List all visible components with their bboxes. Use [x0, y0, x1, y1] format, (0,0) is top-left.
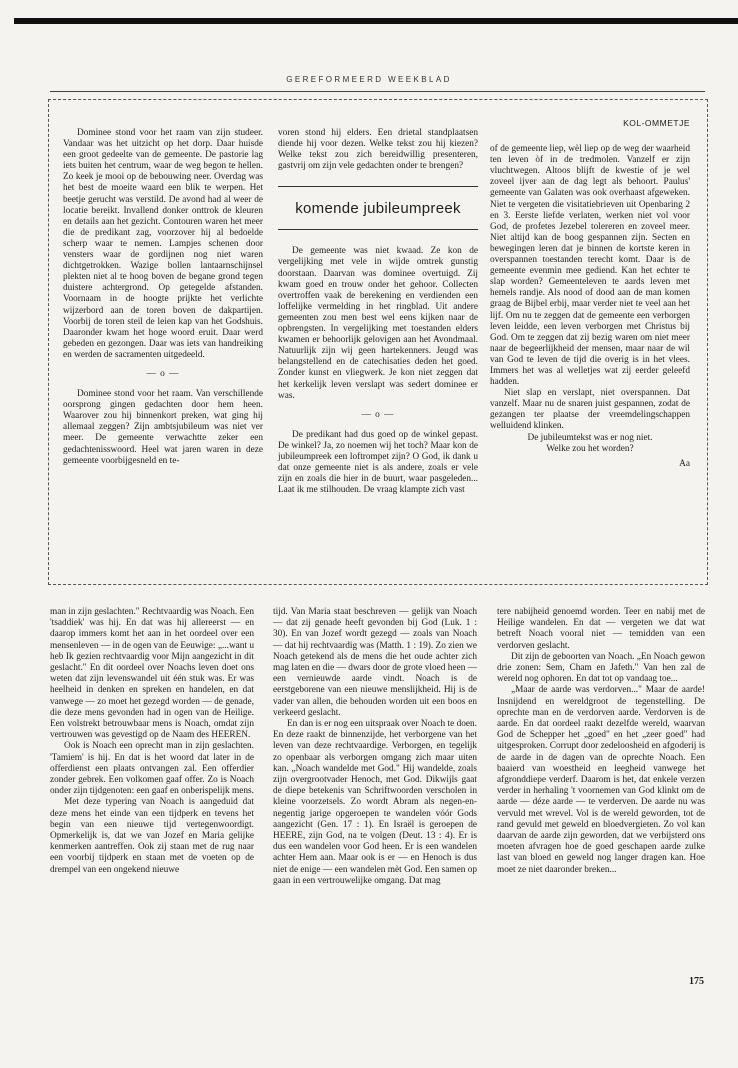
- paragraph: tijd. Van Maria staat beschreven — gelijk van Noach — dat zij genade heeft gevonden bij God (Luk. 1 : 30). En van Jozef wordt gezegd — zoals van Noach — dat hij rechtvaardig was (Matth. 1 : 19). Zo zien we Noach getekend als de mens die het oude achter zich mag laten en die — dwars door de grote vloed heen — een vernieuwde aarde vindt. Noach is de eerstgeborene van een nieuwe menslijkheid. Hij is de vader van allen, die behouden worden uit een boos en verkeerd geslacht.: [273, 607, 477, 718]
- paragraph: De predikant had dus goed op de winkel gepast. De winkel? Ja, zo noemen wij het toch? Maar kon de jubileumpreek een loftrompet zijn? O God, ik dank u dat onze gemeente niet is als andere, zoals er vele zijn en zoals die hier in de buurt, waar pasgeleden... Laat ik me stilhouden. De vraag klampte zich vast: [278, 429, 478, 496]
- paragraph: man in zijn geslachten." Rechtvaardig was Noach. Een 'tsaddiek' was hij. En dat was hij allereerst — en daarop immers komt het aan in het oordeel over een mensenleven — in de ogen van de Eeuwige: „...want u heb Ik gezien rechtvaardig voor Mijn aangezicht in dit geslacht." En dit oordeel over Noachs leven doet ons weten dat zijn levenswandel uit één stuk was. Er was heelheid in denken en spreken en handelen, en dat vanwege — zo moet het gezegd worden — de genade, die deze mens gevonden had in ogen van de Heilige. Een volstrekt betrouwbaar mens is Noach, omdat zijn vertrouwen was gevestigd op de Naam des HEEREN.: [50, 607, 254, 741]
- running-header: GEREFORMEERD WEEKBLAD: [286, 75, 452, 84]
- bottom-column-2: [273, 607, 477, 887]
- paragraph: En dan is er nog een uitspraak over Noach te doen. En deze raakt de binnenzijde, het verborgene van het leven van deze rechtvaardige. Verborgen, en tegelijk zo openbaar als verborgen omgang zich maar uiten kan. „Noach wandelde met God." Hij wandelde, zoals zijn overgrootvader Henoch, met God. Dikwijls gaat de diepe betekenis van Schriftwoorden verscholen in kleine voorzetsels. Zo wordt Abram als negen-en-negentig jarige opgeroepen te wandelen vóór Gods aangezicht (Gen. 17 : 1). En Israël is geroepen de HEERE, zijn God, na te volgen (Deut. 13 : 4). Er is dus een wandelen voor God heen. Er is een wandelen achter Hem aan. Maar ook is er — en Henoch is dus niet de enige — een wandelen mèt God. Een samen op gaan in een vertrouwelijke omgang. Dat mag: [273, 719, 477, 886]
- paragraph: Dit zijn de geboorten van Noach. „En Noach gewon drie zonen: Sem, Cham en Jafeth." Van hen zal de wereld nog ophoren. En dat tot op vandaag toe...: [497, 651, 705, 685]
- paragraph: voren stond hij elders. Een drietal standplaatsen diende hij voor dezen. Welke tekst zou hij kiezen? Welke tekst zou zich bereidwillig presenteren, gastvrij om zijn vele gedachten onder te brengen?: [278, 128, 478, 172]
- section-separator: — o —: [361, 409, 395, 420]
- paragraph: „Maar de aarde was verdorven..." Maar de aarde! Insnijdend en wereldgroot de tegenstelling. De oprechte man en de verdorven aarde. Verdorven is de aarde. En dat oordeel raakt dezelfde wereld, waarvan God de Schepper het „goed" en het „zeer goed" had uitgesproken. Corrupt door zedeloosheid en afgoderij is de aarde in de dagen van de oprechte Noach. Een baaierd van woestheid en leegheid vanwege het afgronddiepe verderf. Daarom is het, dat enkele verzen verder in herhaling 't voornemen van God klinkt om de aarde — déze aarde — te verderven. De aarde nu was vervuld met wrevel. Vol is de wereld geworden, tot de rand gevuld met geweld en bloedvergieten. Zo vol kan daarvan de aarde zijn geworden, dat we verbijsterd ons moeten afvragen hoe de goed geschapen aarde zulke last van bloed en geweld nog langer dragen kan. Hoe moet ze niet daaronder breken...: [497, 685, 705, 875]
- section-label: KOL-OMMETJE: [623, 118, 690, 128]
- box-column-3: [490, 118, 690, 470]
- top-black-bar: [14, 18, 738, 24]
- author-signature: Aa: [679, 458, 690, 469]
- paragraph: Dominee stond voor het raam. Van verschillende oorsprong gingen gedachten door hem heen. Waarover zou hij binnenkort preken, wat ging hij allemaal zeggen? Zijn ambtsjubileum was niet ver meer. De gemeente verwachtte zeker een gedachtenisswoord. Heel wat jaren waren in deze gemeente voorbijgesneld en te-: [63, 389, 263, 466]
- paragraph: Dominee stond voor het raam van zijn studeer. Vandaar was het uitzicht op het dorp. Daar huisde een groot gedeelte van de gemeente. De pastorie lag iets buiten het centrum, waar de weg begon te hellen. Zo keek je mooi op de bebouwing neer. Overdag was het best de moeite waard een blik te werpen. Het beetje gerucht was verstild. De avond had al weer de locatie bereikt. Invallend donker onttrok de kleuren en details aan het gezicht. Contouren waren het meer die de predikant zag, voorzover hij al bedoelde scherp waar te nemen. Lampjes schenen door vensters waar de gordijnen nog niet waren dichtgetrokken. Wazige bollen lantaarnschijnsel plekten niet al te hoog boven de begane grond tegen duistere achtergrond. Op getegelde afstanden. Voornaam in de hoogte prijkte het verlichte wijzerbord aan de toren boven de dakpartijen. Voorbij de toren steil de leien kap van het Godshuis. Daaronder kwam het hoge woord eruit. Daar werd gebeden en gezongen. Daar was iets van handreiking en werden de sacramenten uitgedeeld.: [63, 128, 263, 360]
- header-rule: [50, 91, 705, 92]
- paragraph: Niet slap en verslapt, niet overspannen. Dat vanzelf. Maar nu de snaren juist gespannen, zodat de gezangen ter plaatse der vreemdelingschappen welluidend klinken.: [490, 388, 690, 432]
- closing-line: Welke zou het worden?: [546, 443, 634, 454]
- section-separator: — o —: [146, 368, 180, 379]
- bottom-column-1: [50, 607, 254, 876]
- box-column-1: [63, 128, 263, 467]
- paragraph: De gemeente was niet kwaad. Ze kon de vergelijking met vele in wijde omtrek gunstig doorstaan. Daarvan was dominee overtuigd. Zij kwam goed en trouw onder het gehoor. Collecten overtroffen vaak de berekening en verdienden een loffelijke vermelding in het ringblad. Uit andere gemeenten zou men best wel eens kijken naar de opbrengsten. In vergelijking met toestanden elders kwamen er behoorlijk gelovigen aan het Avondmaal. Natuurlijk zijn wij geen hartekenners. Jeugd was belangstellend en de catechisaties deden het goed. Zonder kunst en vliegwerk. Je kon niet zeggen dat het kerkelijk leven verslapt was sedert dominee er was.: [278, 246, 478, 401]
- paragraph: Ook is Noach een oprecht man in zijn geslachten. 'Tamiem' is hij. En dat is het woord dat later in de offerdienst een plaats ontvangen zal. Een offerdier zonder gebrek. Een volkomen gaaf offer. Zo is Noach onder zijn tijdgenoten: een gaaf en onberispelijk mens.: [50, 741, 254, 797]
- closing-line: De jubileumtekst was er nog niet.: [527, 432, 653, 443]
- heading-frame: [278, 186, 478, 230]
- paragraph: tere nabijheid genoemd worden. Teer en nabij met de Heilige wandelen. En dat — vergeten we dat wat betreft Noach vooral niet — temidden van een verdorven geslacht.: [497, 607, 705, 651]
- section-heading: komende jubileumpreek: [295, 199, 461, 217]
- box-column-2: [278, 128, 478, 496]
- bottom-column-3: [497, 607, 705, 876]
- paragraph: of de gemeente liep, wèl liep op de weg der waarheid ten leven òf in de tredmolen. Vanzelf er zijn vluchtwegen. Altoos blijft de kwestie of je wel zoveel ijver aan de dag legt als behoort. Paulus' gemeente van Galaten was ook overhaast afgeweken. Niet te vergeten die visitatiebrieven uit Openbaring 2 en 3. Eerste liefde verlaten, werken niet vol voor God, de profetes Jezebel tolereren en zoveel meer. Niet altijd kan de boog gespannen zijn. Secten en bewegingen leren dat je binnen de kortste keren in overspannen toestanden terecht komt. Daar is de gemeente evenmin mee gediend. Kan het echter te slap worden? Gemeenteleven te aards leven met hemels randje. Als nood of dood aan de man komen graag de Bijbel erbij, maar verder niet te veel aan het lijf. Om nu te zeggen dat de gemeente een verborgen leven leidde, een leven verborgen met Christus bij God. Om te zeggen dat zij bezig waren om niet meer naar de begeerlijkheid der mensen, maar naar de wil van God te leven de tijd die overig is in het vlees. Immers het was al welletjes wat zij eerder geleefd hadden.: [490, 144, 690, 388]
- paragraph: Met deze typering van Noach is aangeduid dat deze mens het einde van een tijdperk en tevens het begin van een nieuwe tijd vertegenwoordigt. Opmerkelijk is, dat we van Jozef en Maria gelijke kenmerken aantreffen. Ook zij staan met de rug naar een voorbij tijdperk en staan met de voeten op de drempel van een ongekend nieuwe: [50, 797, 254, 875]
- page-number: 175: [689, 976, 704, 987]
